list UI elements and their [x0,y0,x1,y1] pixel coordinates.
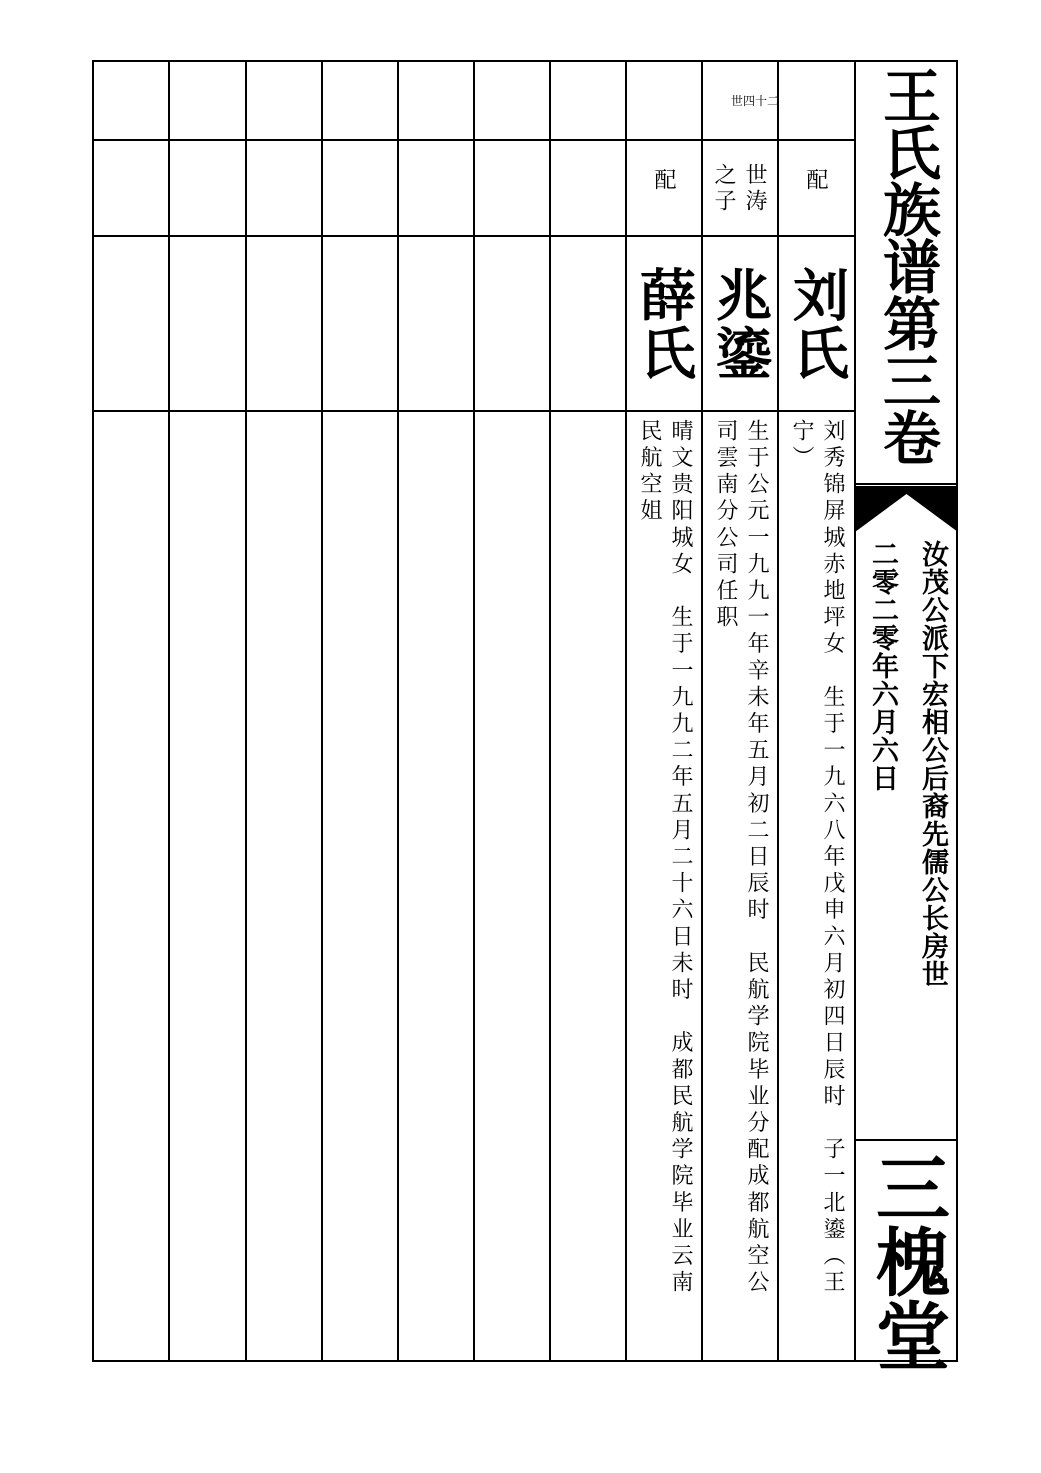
book-title: 王氏族谱第三卷 [873,66,941,465]
column-divider [777,60,779,1362]
generation-label: 世四十二 [731,94,780,108]
compile-date: 二零二零年六月六日 [867,540,898,792]
column-divider [701,60,703,1362]
column-divider [473,60,475,1362]
chevron-ornament [855,486,958,534]
row-divider [92,139,855,141]
spine-divider [855,1139,958,1141]
column-divider [397,60,399,1362]
column-divider [168,60,170,1362]
person-name: 兆鎏 [707,266,773,382]
spine-divider [855,483,958,485]
column-divider [625,60,627,1362]
column-divider [854,60,856,1362]
hall-name: 三槐堂 [864,1150,950,1372]
person-bio: 刘秀锦屏城赤地坪女 生于一九六八年戊申六月初四日辰时 子一北鎏（王 宁） [789,419,845,1297]
column-divider [321,60,323,1362]
lineage-subtitle: 汝茂公派下宏相公后裔先儒公长房世 [917,540,948,988]
relation-label: 配 [651,168,676,194]
column-divider [245,60,247,1362]
person-name: 刘氏 [784,266,850,382]
relation-label: 世涛 之子 [711,163,767,215]
person-name: 薛氏 [631,266,697,382]
row-divider [92,410,855,412]
person-bio: 晴文贵阳城女 生于一九九二年五月二十六日未时 成都民航学院毕业云南 民航空姐 [637,419,693,1297]
row-divider [92,235,855,237]
column-divider [549,60,551,1362]
relation-label: 配 [803,168,828,194]
person-bio: 生于公元一九九一年辛未年五月初二日辰时 民航学院毕业分配成都航空公 司雲南分公司任职 [713,419,769,1297]
